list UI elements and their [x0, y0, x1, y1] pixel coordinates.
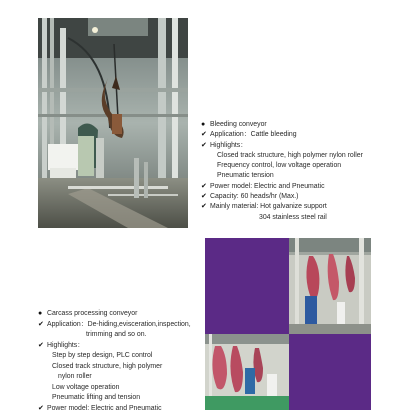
spec-row: [38, 404, 210, 414]
spec-text: Mainly material: Hot galvanize support: [210, 203, 327, 210]
spec-title: Carcass processing conveyor: [47, 310, 137, 317]
check-icon: ✔: [201, 202, 210, 212]
spec-row: [38, 362, 210, 373]
spec-row: [38, 351, 210, 362]
spec-text: Power model: Electric and Pneumatic: [47, 405, 162, 412]
bleeding-conveyor-specs: [201, 120, 401, 223]
spec-row: [201, 141, 401, 151]
spec-row: [201, 151, 401, 161]
purple-block: [289, 334, 371, 410]
spec-text: Power model: Electric and Pneumatic: [210, 183, 325, 190]
purple-block: [205, 238, 289, 334]
bleeding-conveyor-photo: [38, 18, 188, 228]
bullet-icon: ●: [38, 309, 47, 320]
bullet-icon: ●: [201, 120, 210, 130]
check-icon: ✔: [201, 192, 210, 202]
check-icon: ✔: [38, 320, 47, 331]
check-icon: ✔: [201, 141, 210, 151]
check-icon: ✔: [201, 182, 210, 192]
spec-row: [201, 213, 401, 223]
spec-row: [201, 130, 401, 140]
spec-row: [38, 320, 210, 331]
spec-text: nylon roller: [58, 373, 92, 380]
carcass-conveyor-collage: [205, 238, 371, 410]
spec-row-title: [201, 120, 401, 130]
spec-text: Closed track structure, high polymer nylon roller: [217, 152, 363, 159]
spec-row: [201, 171, 401, 181]
spec-text: Pneumatic tension: [217, 172, 274, 179]
spec-text: Application：De-hiding,evisceration,inspection,: [47, 321, 191, 328]
spec-text: Step by step design, PLC control: [52, 352, 152, 359]
spec-row: [38, 372, 210, 383]
carcass-conveyor-specs: [38, 309, 210, 414]
check-icon: ✔: [38, 341, 47, 352]
spec-title: Bleeding conveyor: [210, 121, 267, 128]
spec-row: [38, 383, 210, 394]
spec-text: Frequency control, low voltage operation: [217, 162, 341, 169]
spec-text: Closed track structure, high polymer: [52, 363, 162, 370]
spec-text: trimming and so on.: [86, 331, 147, 338]
spec-text: Low voltage operation: [52, 384, 119, 391]
spec-text: Application：Cattle bleeding: [210, 131, 297, 138]
spec-row-title: [38, 309, 210, 320]
spec-text: Pneumatic lifting and tension: [52, 394, 140, 401]
check-icon: ✔: [38, 404, 47, 414]
spec-row: [38, 393, 210, 404]
carcass-line-photo: [289, 238, 371, 334]
spec-row: [201, 202, 401, 212]
spec-row: [201, 182, 401, 192]
spec-row: [38, 341, 210, 352]
check-icon: ✔: [201, 130, 210, 140]
spec-row: [201, 161, 401, 171]
spec-row: [38, 330, 210, 341]
carcass-processing-photo: [205, 334, 289, 410]
spec-text: Highlights：: [47, 342, 84, 349]
spec-row: [201, 192, 401, 202]
spec-text: Highlights：: [210, 142, 247, 149]
spec-text: 304 stainless steel rail: [259, 214, 327, 221]
spec-text: Capacity: 60 heads/hr (Max.): [210, 193, 298, 200]
